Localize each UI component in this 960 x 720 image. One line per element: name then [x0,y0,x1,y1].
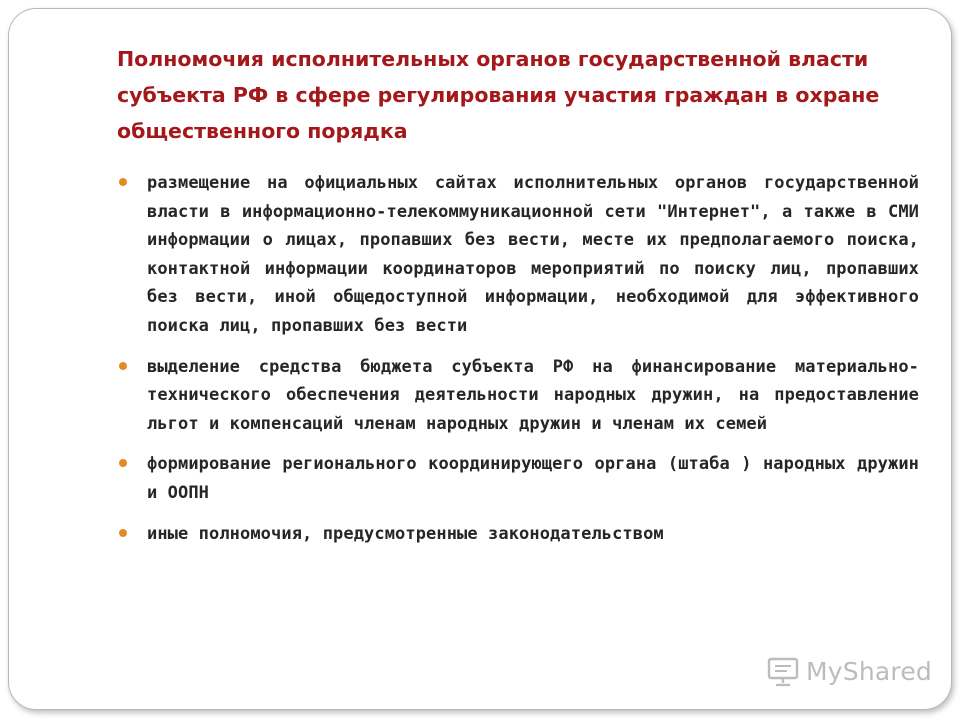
bullet-text: выделение средства бюджета субъекта РФ на финансирование материально-технического обеспечения деятельности народных дружин, на предоставление льгот и компенсаций членам народных дружин и членам их семей [147,356,919,434]
bullet-text: иные полномочия, предусмотренные законодательством [147,523,664,544]
watermark-text: MyShared [806,656,932,686]
bullet-dot-icon [119,178,127,186]
bullet-item [119,353,919,439]
bullet-item [119,450,919,507]
bullet-item [119,169,919,341]
watermark [766,654,932,688]
slide-title: Полномочия исполнительных органов государственной власти субъекта РФ в сфере регулирования участия граждан в охране общественного порядка [117,47,880,143]
bullet-dot-icon [119,529,127,537]
bullet-text: формирование регионального координирующего органа (штаба ) народных дружин и ООПН [147,454,919,503]
bullet-item [119,520,919,549]
bullet-text: размещение на официальных сайтах исполнительных органов государственной власти в информационно-телекоммуникационной сети "Интернет", а также в СМИ информации о лицах, пропавших без вести, месте их предполагаемого поиска, контактной информации координаторов мероприятий по поиску лиц, пропавших без вести, иной общедоступной информации, необходимой для эффективного поиска лиц, пропавших без вести [147,173,919,336]
bullet-dot-icon [119,362,127,370]
slide-frame [8,8,952,710]
bullet-list [119,169,919,560]
presentation-board-icon [766,654,800,688]
bullet-dot-icon [119,459,127,467]
